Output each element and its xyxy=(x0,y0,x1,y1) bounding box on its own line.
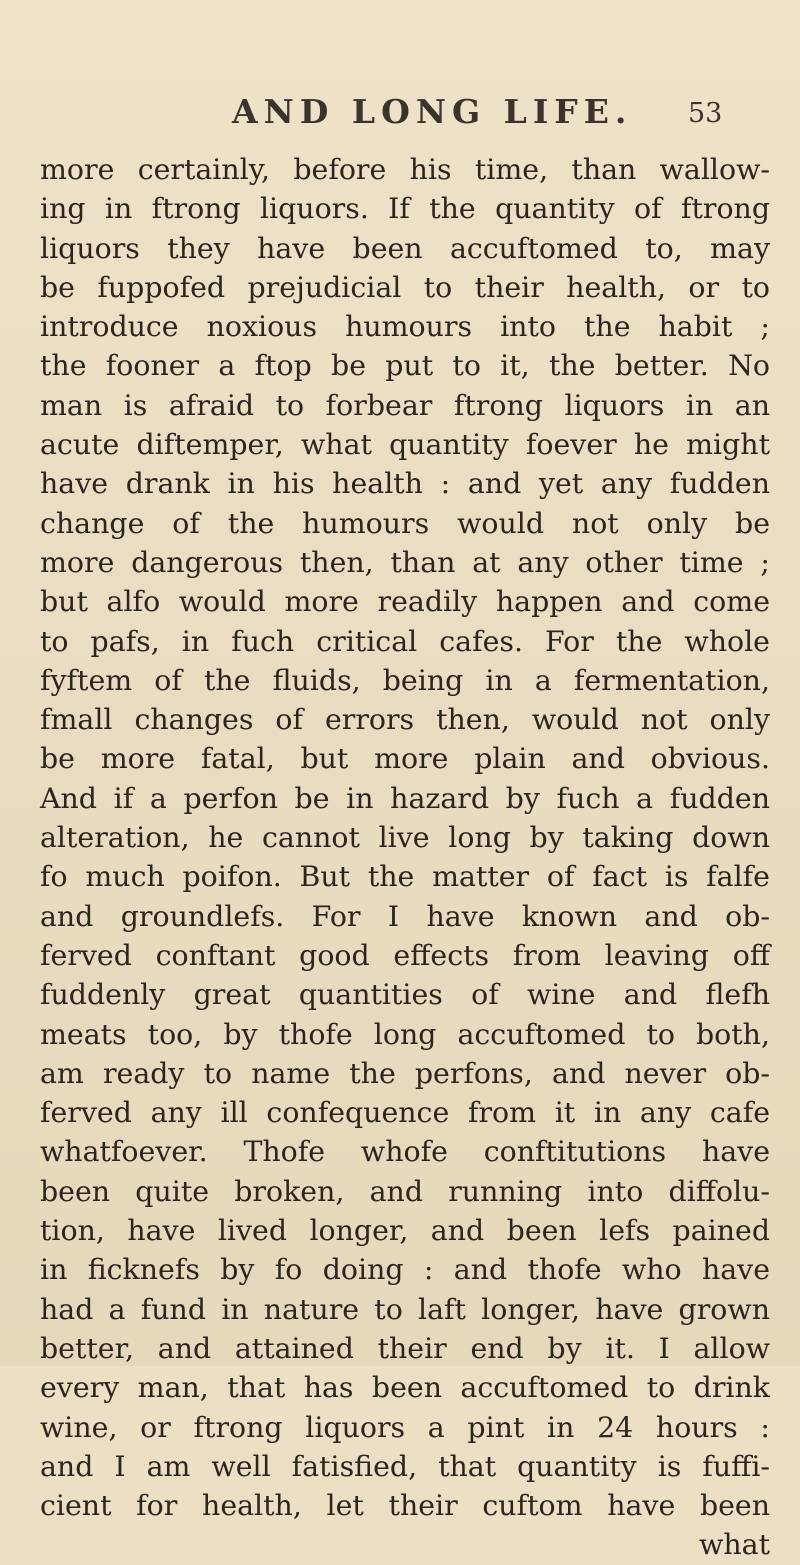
running-head xyxy=(0,92,800,132)
text-line: tion, have lived longer, and been lefs pained xyxy=(40,1214,770,1248)
text-line: liquors they have been accuftomed to, may xyxy=(40,231,770,265)
text-line: in ficknefs by fo doing : and thofe who have xyxy=(40,1253,770,1287)
text-line: had a fund in nature to laft longer, have grown xyxy=(40,1292,770,1326)
text-line: more certainly, before his time, than wallow- xyxy=(40,153,770,186)
text-line: ferved conftant good effects from leaving off xyxy=(40,938,770,972)
text-line: more dangerous then, than at any other time ; xyxy=(40,545,770,579)
text-line: cient for health, let their cuftom have been xyxy=(40,1489,770,1523)
text-line: man is afraid to forbear ftrong liquors in an xyxy=(40,388,770,422)
text-line: alteration, he cannot live long by taking down xyxy=(40,821,770,855)
body-text xyxy=(40,150,770,1565)
text-line: and groundlefs. For I have known and ob- xyxy=(40,899,770,933)
text-line: And if a perfon be in hazard by fuch a fudden xyxy=(40,781,770,815)
text-line: whatfoever. Thofe whofe conftitutions have xyxy=(40,1135,770,1169)
text-line: fo much poifon. But the matter of fact is falfe xyxy=(40,860,770,894)
text-line: be more fatal, but more plain and obvious. xyxy=(40,742,770,776)
running-title: AND LONG LIFE. xyxy=(232,92,633,131)
text-line: been quite broken, and running into diffolu- xyxy=(40,1174,770,1208)
text-line: better, and attained their end by it. I allow xyxy=(40,1331,770,1365)
page-number: 53 xyxy=(688,98,723,129)
text-line: am ready to name the perfons, and never ob- xyxy=(40,1056,770,1090)
catchword: what xyxy=(699,1528,770,1562)
text-line: wine, or ftrong liquors a pint in 24 hours : xyxy=(40,1410,770,1444)
text-line: fmall changes of errors then, would not only xyxy=(40,703,770,737)
text-line: fyftem of the fluids, being in a fermentation, xyxy=(40,663,770,697)
text-line: every man, that has been accuftomed to drink xyxy=(40,1371,770,1405)
text-line: meats too, by thofe long accuftomed to both, xyxy=(40,1017,770,1051)
text-line: ferved any ill confequence from it in any cafe xyxy=(40,1096,770,1130)
text-line: but alfo would more readily happen and come xyxy=(40,585,770,619)
text-line: ing in ftrong liquors. If the quantity of ftrong xyxy=(40,192,770,226)
text-line: have drank in his health : and yet any fudden xyxy=(40,467,770,501)
text-line: be fuppofed prejudicial to their health, or to xyxy=(40,270,770,304)
text-line: introduce noxious humours into the habit ; xyxy=(40,310,770,344)
text-line: change of the humours would not only be xyxy=(40,506,770,540)
text-line: to pafs, in fuch critical cafes. For the whole xyxy=(40,624,770,658)
text-line: fuddenly great quantities of wine and flefh xyxy=(40,978,770,1012)
text-line: acute diftemper, what quantity foever he might xyxy=(40,428,770,462)
text-line: the fooner a ftop be put to it, the better. No xyxy=(40,349,770,383)
text-line: and I am well fatisfied, that quantity is fuffi- xyxy=(40,1449,770,1483)
